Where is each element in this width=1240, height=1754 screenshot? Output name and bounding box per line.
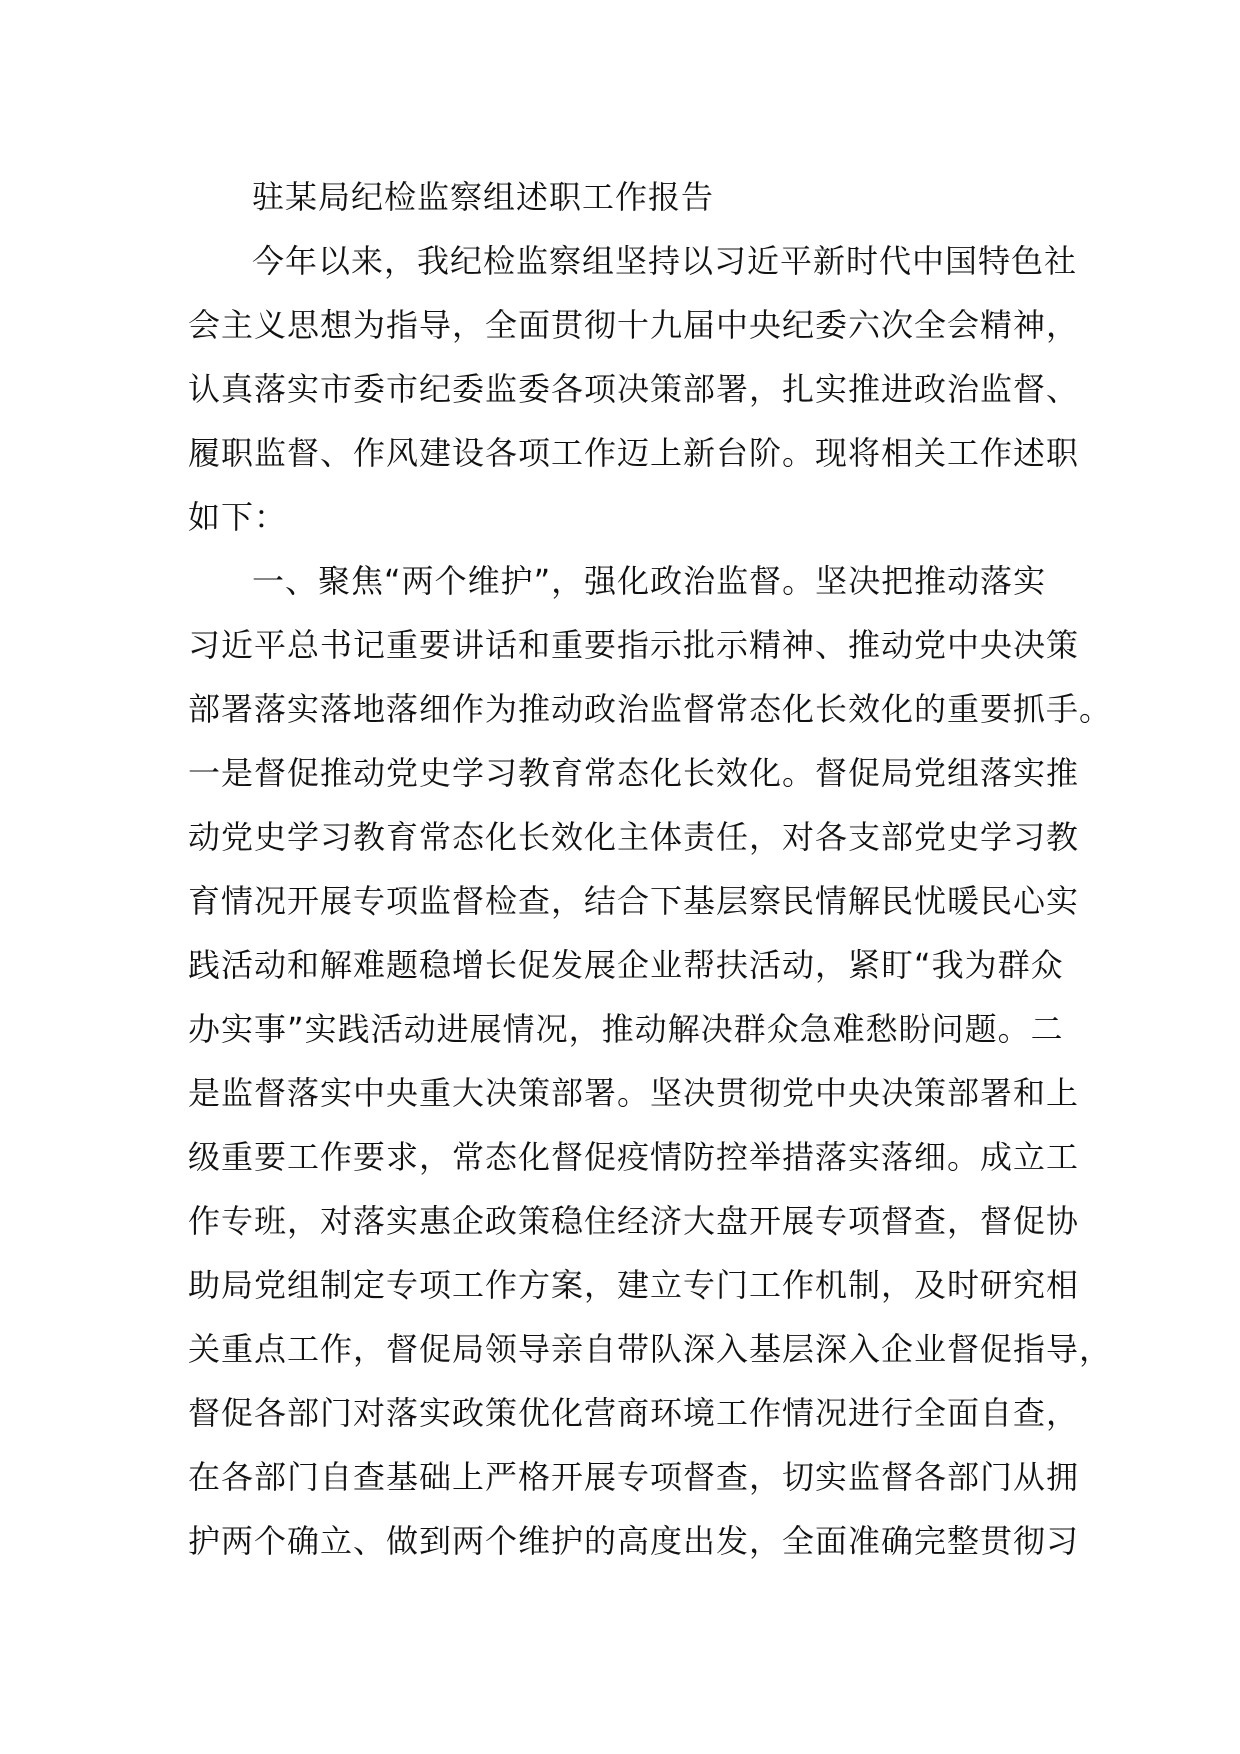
paragraph-line: 践活动和解难题稳增长促发展企业帮扶活动，紧盯“我为群众: [188, 946, 1064, 984]
paragraph-line: 一、聚焦“两个维护”，强化政治监督。坚决把推动落实: [252, 562, 1047, 600]
paragraph-line: 履职监督、作风建设各项工作迈上新台阶。现将相关工作述职: [188, 434, 1080, 472]
paragraph-line: 护两个确立、做到两个维护的高度出发，全面准确完整贯彻习: [188, 1522, 1080, 1560]
paragraph-line: 认真落实市委市纪委监委各项决策部署，扎实推进政治监督、: [188, 370, 1080, 408]
paragraph-line: 督促各部门对落实政策优化营商环境工作情况进行全面自查，: [188, 1394, 1080, 1432]
paragraph-line: 关重点工作，督促局领导亲自带队深入基层深入企业督促指导，: [188, 1330, 1113, 1368]
paragraph-line: 级重要工作要求，常态化督促疫情防控举措落实落细。成立工: [188, 1138, 1080, 1176]
paragraph-line: 办实事”实践活动进展情况，推动解决群众急难愁盼问题。二: [188, 1010, 1064, 1048]
paragraph-line: 在各部门自查基础上严格开展专项督查，切实监督各部门从拥: [188, 1458, 1080, 1496]
paragraph-line: 助局党组制定专项工作方案，建立专门工作机制，及时研究相: [188, 1266, 1080, 1304]
paragraph-line: 如下：: [188, 498, 288, 536]
paragraph-line: 动党史学习教育常态化长效化主体责任，对各支部党史学习教: [188, 818, 1080, 856]
paragraph-line: 是监督落实中央重大决策部署。坚决贯彻党中央决策部署和上: [188, 1074, 1080, 1112]
paragraph-line: 习近平总书记重要讲话和重要指示批示精神、推动党中央决策: [188, 626, 1080, 664]
paragraph-line: 一是督促推动党史学习教育常态化长效化。督促局党组落实推: [188, 754, 1080, 792]
paragraph-line: 部署落实落地落细作为推动政治监督常态化长效化的重要抓手。: [188, 690, 1113, 728]
paragraph-line: 育情况开展专项监督检查，结合下基层察民情解民忧暖民心实: [188, 882, 1080, 920]
paragraph-line: 会主义思想为指导，全面贯彻十九届中央纪委六次全会精神，: [188, 306, 1080, 344]
paragraph-line: 作专班，对落实惠企政策稳住经济大盘开展专项督查，督促协: [188, 1202, 1080, 1240]
document-title: 驻某局纪检监察组述职工作报告: [252, 178, 715, 216]
paragraph-line: 今年以来，我纪检监察组坚持以习近平新时代中国特色社: [252, 242, 1078, 280]
document-body: [188, 165, 1113, 1573]
